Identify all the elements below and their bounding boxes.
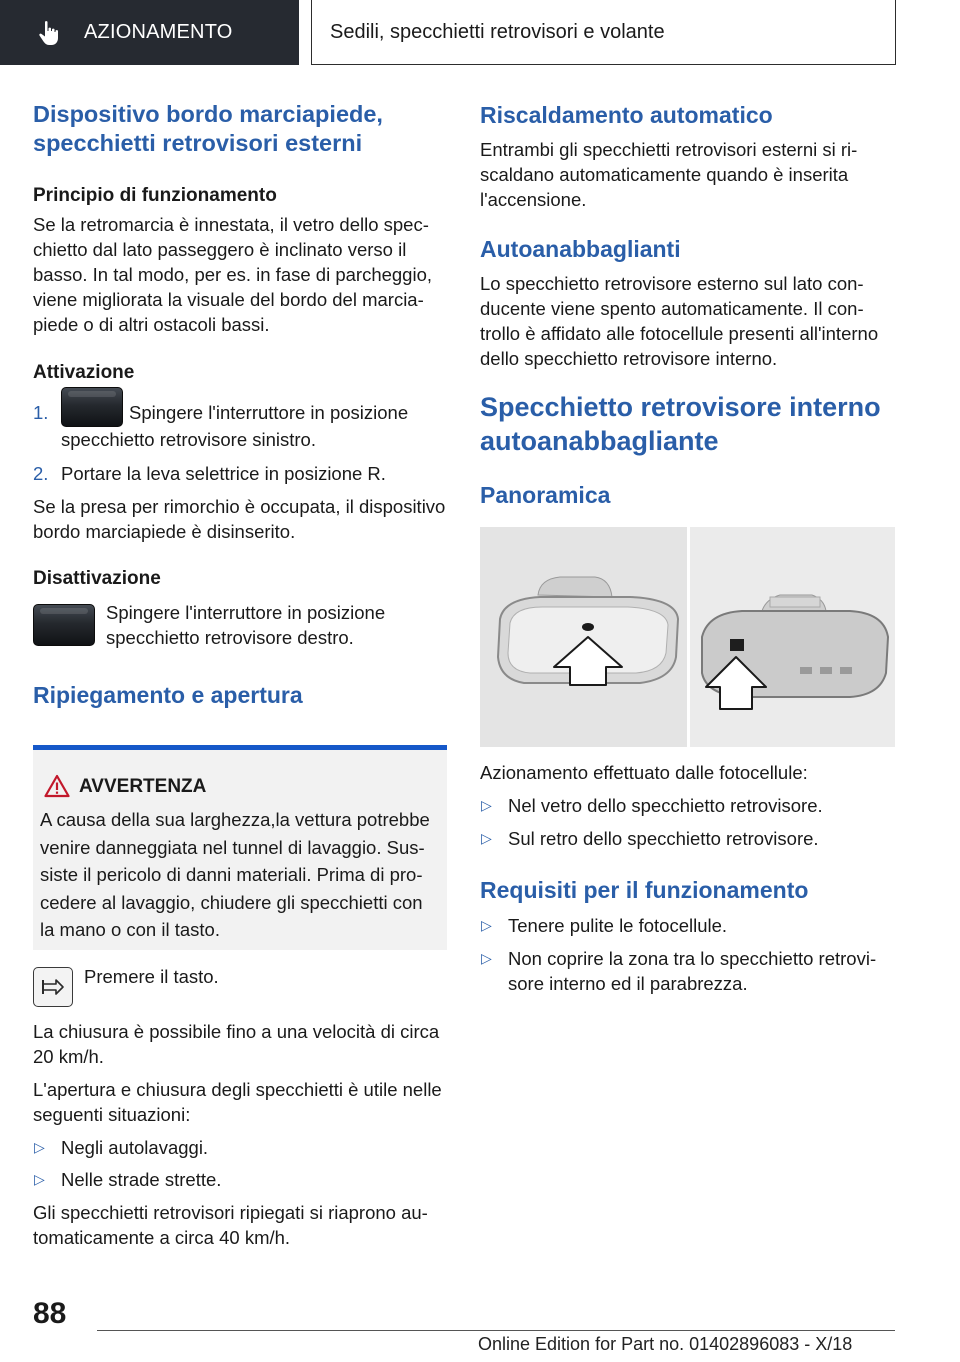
heading-folding: Ripiegamento e apertura [33, 682, 303, 709]
mirror-photo [480, 527, 895, 747]
useful-text: L'apertura e chiusura degli specchietti è utile nelle seguenti situazioni: [33, 1079, 442, 1125]
reopen-text: Gli specchietti retrovisori ripiegati si riaprono automaticamente a circa 40 km/h. [33, 1202, 428, 1248]
trailer-text: Se la presa per rimorchio è occupata, il dispositivo bordo marciapiede è disinserito. [33, 496, 446, 543]
heading-principle: Principio di funzionamento [33, 185, 277, 206]
step-text: Spingere l'interruttore in posizione specchietto retrovisore sinistro. [61, 402, 409, 451]
heading-activation: Attivazione [33, 362, 135, 383]
step-number: 2. [33, 463, 49, 485]
list-item: ▷ Negli autolavaggi. [34, 1137, 209, 1158]
bullet-triangle-icon: ▷ [481, 917, 492, 933]
bullet-triangle-icon: ▷ [34, 1139, 45, 1155]
list-item: ▷ Non coprire la zona tra lo specchietto retrovisore interno ed il parabrezza. [481, 948, 877, 994]
edition-text: Online Edition for Part no. 01402896083 - X/18 [478, 1334, 853, 1354]
heading-curb-device: Dispositivo bordo marciapiede, specchietti retrovisori esterni [33, 101, 383, 156]
deactivation-row [33, 600, 447, 650]
left-column [33, 100, 447, 710]
chapter-tab [311, 0, 896, 65]
section-title: AZIONAMENTO [84, 21, 233, 43]
speed-text: La chiusura è possibile fino a una velocità di circa 20 km/h. [33, 1021, 440, 1067]
heading-requirements: Requisiti per il funzionamento [480, 877, 809, 903]
photocell-intro: Azionamento effettuato dalle fotocellule: [480, 762, 808, 783]
warning-triangle-icon [44, 774, 70, 803]
heading-overview: Panoramica [480, 482, 611, 508]
heading-deactivation: Disattivazione [33, 568, 161, 590]
warning-box [33, 745, 447, 950]
deactivation-text: Spingere l'interruttore in posizione specchietto retrovisore destro. [106, 602, 386, 649]
mirror-switch-icon [33, 604, 95, 646]
list-item: ▷ Nelle strade strette. [34, 1169, 222, 1190]
heating-text: Entrambi gli specchietti retrovisori esterni si riscaldano automaticamente quando è inserita l'accensione. [480, 139, 858, 210]
page-number: 88 [33, 1297, 67, 1330]
warning-title: AVVERTENZA [79, 776, 207, 797]
warning-text: A causa della sua larghezza,la vettura potrebbe venire danneggiata nel tunnel di lavaggio. Sussiste il pericolo di danni materiali. Prima di procedere al lavaggio, chiudere gli specchietti con la mano o con il tasto. [40, 809, 430, 940]
step-text: Portare la leva selettrice in posizione R. [61, 463, 386, 485]
footer-divider [97, 1330, 895, 1331]
list-item: ▷ Sul retro dello specchietto retrovisore. [481, 828, 819, 849]
bullet-triangle-icon: ▷ [481, 830, 492, 846]
hand-pointer-icon [38, 20, 60, 46]
chapter-title: Sedili, specchietti retrovisori e volante [330, 20, 665, 43]
photocell-section [480, 760, 895, 996]
heading-interior-mirror: Specchietto retrovisore interno autoanabbagliante [480, 392, 881, 456]
bullet-triangle-icon: ▷ [481, 950, 492, 966]
list-item: ▷ Nel vetro dello specchietto retrovisore. [481, 795, 823, 816]
right-column [480, 100, 895, 510]
autodim-text: Lo specchietto retrovisore esterno sul lato conducente viene spento automaticamente. Il controllo è affidato alle fotocellule presenti all'interno dello specchietto retrovisore interno. [480, 273, 879, 369]
step-1 [33, 400, 447, 452]
mirror-fold-button-icon [33, 967, 73, 1007]
section-tab [0, 0, 299, 65]
principle-text: Se la retromarcia è innestata, il vetro dello specchietto dal lato passeggero è inclinato verso il basso. In tal modo, per es. in fase di parcheggio, viene migliorata la visuale del bordo del marciapiede o di altri ostacoli bassi. [33, 214, 433, 335]
bullet-triangle-icon: ▷ [481, 797, 492, 813]
step-number: 1. [33, 402, 49, 423]
folding-details [33, 1019, 447, 1250]
heading-heating: Riscaldamento automatico [480, 102, 773, 128]
mirror-switch-icon [61, 387, 123, 427]
list-item: ▷ Tenere pulite le fotocellule. [481, 915, 728, 936]
step-2 [33, 461, 447, 486]
heading-autodim: Autoanabbaglianti [480, 236, 681, 262]
bullet-triangle-icon: ▷ [34, 1171, 45, 1187]
press-text: Premere il tasto. [84, 966, 219, 987]
